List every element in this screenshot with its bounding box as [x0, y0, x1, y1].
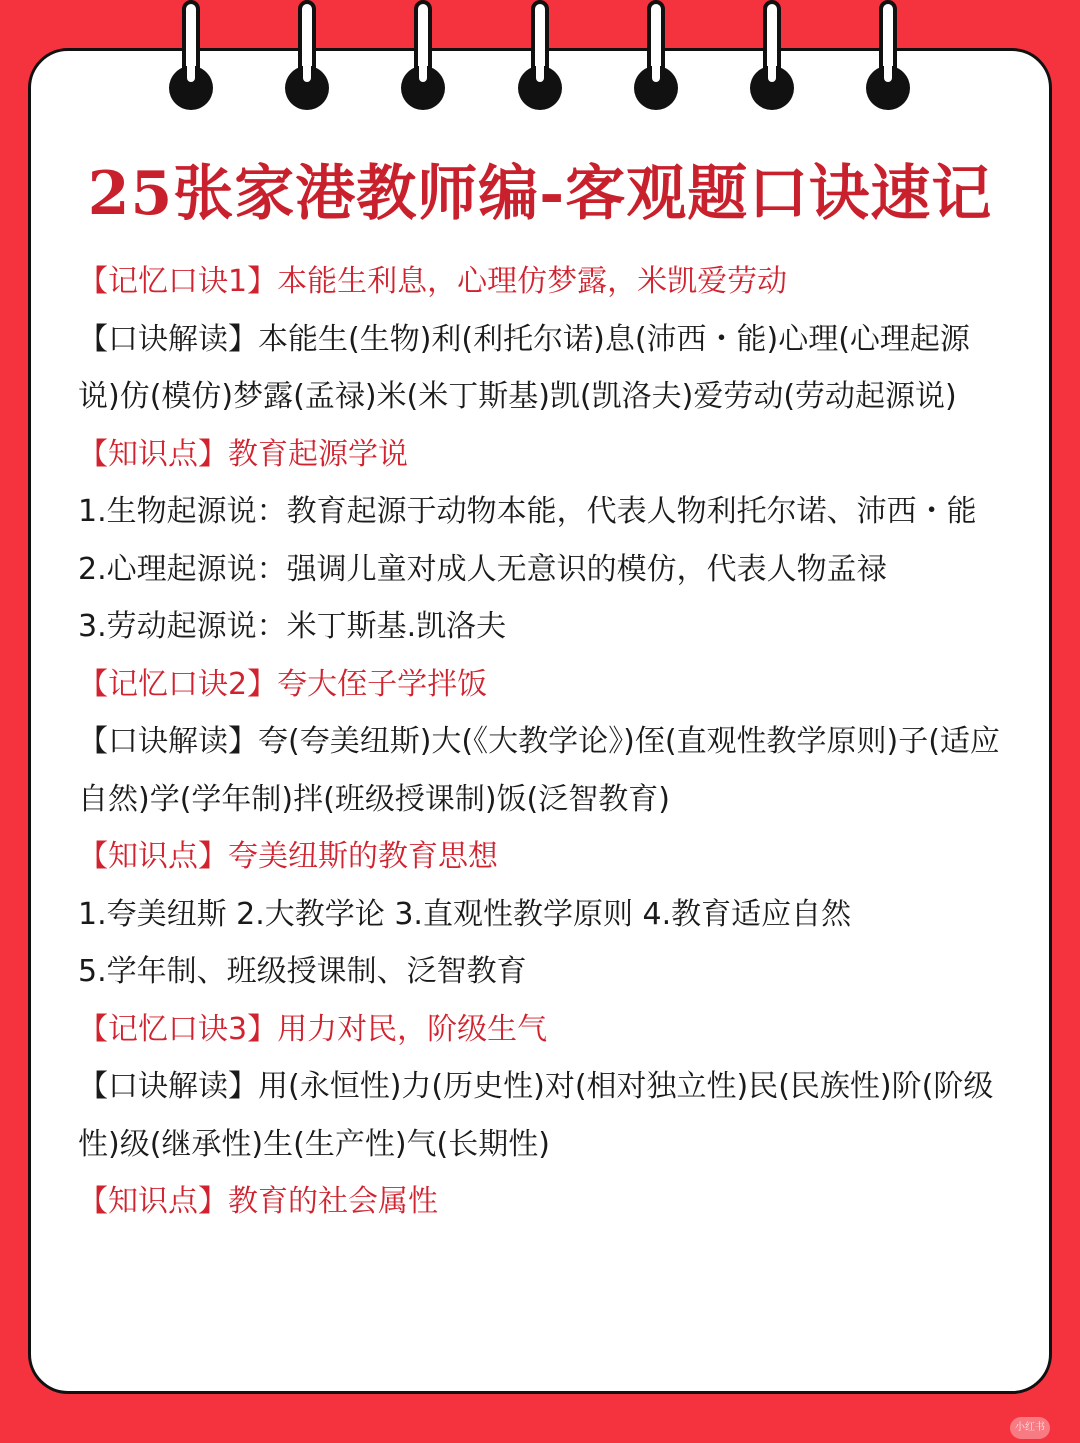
point-item: 1.夸美纽斯 2.大教学论 3.直观性教学原则 4.教育适应自然	[78, 896, 852, 932]
knowledge-point-1: 【知识点】教育起源学说	[78, 436, 408, 472]
mnemonic-3: 【记忆口诀3】用力对民，阶级生气	[78, 1011, 548, 1047]
binder-ring-icon	[285, 0, 329, 110]
point-item: 2.心理起源说：强调儿童对成人无意识的模仿，代表人物孟禄	[78, 551, 887, 587]
interpretation-1: 【口诀解读】本能生(生物)利(利托尔诺)息(沛西・能)心理(心理起源说)仿(模仿)梦露(孟禄)米(米丁斯基)凯(凯洛夫)爱劳动(劳动起源说)	[78, 321, 970, 414]
point-item: 3.劳动起源说：米丁斯基.凯洛夫	[78, 609, 507, 644]
content-body	[78, 253, 1008, 1231]
interpretation-3: 【口诀解读】用(永恒性)力(历史性)对(相对独立性)民(民族性)阶(阶级性)级(继承性)生(生产性)气(长期性)	[78, 1069, 994, 1162]
binder-ring-icon	[634, 0, 678, 110]
knowledge-point-2: 【知识点】夸美纽斯的教育思想	[78, 839, 498, 874]
point-item: 5.学年制、班级授课制、泛智教育	[78, 954, 527, 989]
mnemonic-2: 【记忆口诀2】夸大侄子学拌饭	[78, 666, 488, 702]
page-title: 25张家港教师编-客观题口诀速记	[87, 159, 993, 229]
binder-ring-icon	[169, 0, 213, 110]
point-item: 1.生物起源说：教育起源于动物本能，代表人物利托尔诺、沛西・能	[78, 494, 977, 529]
watermark-logo: 小红书	[1010, 1417, 1050, 1439]
binder-ring-icon	[750, 0, 794, 110]
knowledge-point-3: 【知识点】教育的社会属性	[78, 1184, 438, 1219]
binder-ring-icon	[401, 0, 445, 110]
binder-ring-icon	[866, 0, 910, 110]
interpretation-2: 【口诀解读】夸(夸美纽斯)大(《大教学论》)侄(直观性教学原则)子(适应自然)学(学年制)拌(班级授课制)饭(泛智教育)	[78, 724, 1000, 817]
mnemonic-1: 【记忆口诀1】本能生利息，心理仿梦露，米凯爱劳动	[78, 264, 788, 299]
binder-ring-icon	[518, 0, 562, 110]
